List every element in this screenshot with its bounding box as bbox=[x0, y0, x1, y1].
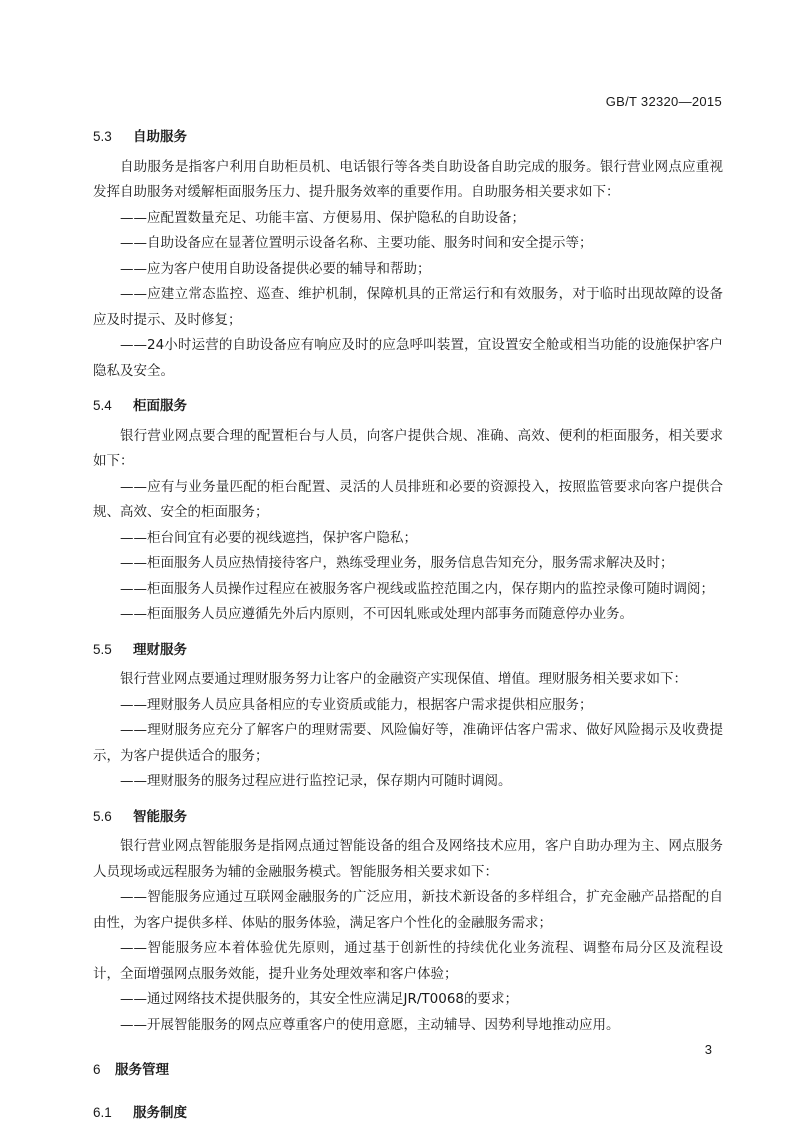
list-item: ——智能服务应通过互联网金融服务的广泛应用，新技术新设备的多样组合，扩充金融产品搭配的自由性，为客户提供多样、体贴的服务体验，满足客户个性化的金融服务需求； bbox=[93, 889, 723, 931]
section-intro: 银行营业网点要通过理财服务努力让客户的金融资产实现保值、增值。理财服务相关要求如下： bbox=[120, 671, 687, 687]
subsection-heading bbox=[93, 1100, 723, 1127]
section-5-5 bbox=[93, 637, 723, 795]
section-title: 自助服务 bbox=[133, 129, 187, 145]
section-intro: 自助服务是指客户利用自助柜员机、电话银行等各类自助设备自助完成的服务。银行营业网点应重视发挥自助服务对缓解柜面服务压力、提升服务效率的重要作用。自助服务相关要求如下： bbox=[93, 158, 723, 200]
list-item: ——理财服务的服务过程应进行监控记录，保存期内可随时调阅。 bbox=[120, 773, 512, 789]
standard-code: GB/T 32320—2015 bbox=[605, 94, 722, 109]
section-heading bbox=[93, 637, 723, 664]
list-item: ——应建立常态监控、巡查、维护机制，保障机具的正常运行和有效服务，对于临时出现故障的设备应及时提示、及时修复； bbox=[93, 286, 723, 328]
section-number: 5.4 bbox=[93, 398, 112, 413]
section-5-3 bbox=[93, 124, 723, 384]
subsection-number: 6.1 bbox=[93, 1104, 112, 1120]
chapter-title: 服务管理 bbox=[115, 1062, 169, 1078]
list-item: ——柜面服务人员应热情接待客户，熟练受理业务，服务信息告知充分，服务需求解决及时； bbox=[120, 555, 674, 571]
list-item: ——智能服务应本着体验优先原则，通过基于创新性的持续优化业务流程、调整布局分区及流程设计，全面增强网点服务效能，提升业务处理效率和客户体验； bbox=[93, 940, 723, 982]
section-title: 理财服务 bbox=[133, 641, 187, 658]
section-title: 柜面服务 bbox=[133, 398, 187, 414]
list-item: ——通过网络技术提供服务的，其安全性应满足JR/T0068的要求； bbox=[120, 991, 519, 1007]
chapter-heading bbox=[93, 1057, 723, 1084]
list-item: ——应为客户使用自助设备提供必要的辅导和帮助； bbox=[120, 260, 431, 277]
chapter-number: 6 bbox=[93, 1062, 101, 1077]
section-intro: 银行营业网点要合理的配置柜台与人员，向客户提供合规、准确、高效、便利的柜面服务，相关要求如下： bbox=[93, 427, 723, 469]
page-content bbox=[93, 124, 723, 1126]
subsection-title: 服务制度 bbox=[133, 1104, 187, 1121]
list-item: ——应有与业务量匹配的柜台配置、灵活的人员排班和必要的资源投入，按照监管要求向客户提供合规、高效、安全的柜面服务； bbox=[93, 478, 723, 520]
section-heading bbox=[93, 124, 723, 151]
list-item: ——开展智能服务的网点应尊重客户的使用意愿，主动辅导、因势利导地推动应用。 bbox=[120, 1016, 620, 1033]
list-item: ——应配置数量充足、功能丰富、方便易用、保护隐私的自助设备； bbox=[120, 209, 525, 226]
list-item: ——自助设备应在显著位置明示设备名称、主要功能、服务时间和安全提示等； bbox=[120, 235, 593, 251]
list-item: ——柜台间宜有必要的视线遮挡，保护客户隐私； bbox=[120, 529, 417, 546]
section-intro: 银行营业网点智能服务是指网点通过智能设备的组合及网络技术应用，客户自助办理为主、网点服务人员现场或远程服务为辅的金融服务模式。智能服务相关要求如下： bbox=[93, 838, 723, 880]
list-item: ——24小时运营的自助设备应有响应及时的应急呼叫装置，宜设置安全舱或相当功能的设施保护客户隐私及安全。 bbox=[93, 337, 723, 379]
section-number: 5.3 bbox=[93, 129, 112, 144]
section-5-4 bbox=[93, 393, 723, 628]
section-5-6 bbox=[93, 804, 723, 1039]
section-heading bbox=[93, 804, 723, 831]
section-heading bbox=[93, 393, 723, 420]
list-item: ——理财服务人员应具备相应的专业资质或能力，根据客户需求提供相应服务； bbox=[120, 696, 593, 713]
page-number: 3 bbox=[704, 1042, 712, 1057]
list-item: ——理财服务应充分了解客户的理财需要、风险偏好等，准确评估客户需求、做好风险揭示及收费提示，为客户提供适合的服务； bbox=[93, 722, 723, 764]
section-title: 智能服务 bbox=[133, 808, 187, 825]
section-number: 5.5 bbox=[93, 641, 112, 657]
list-item: ——柜面服务人员应遵循先外后内原则，不可因轧账或处理内部事务而随意停办业务。 bbox=[120, 606, 633, 622]
section-number: 5.6 bbox=[93, 808, 112, 824]
list-item: ——柜面服务人员操作过程应在被服务客户视线或监控范围之内，保存期内的监控录像可随时调阅； bbox=[120, 580, 714, 597]
